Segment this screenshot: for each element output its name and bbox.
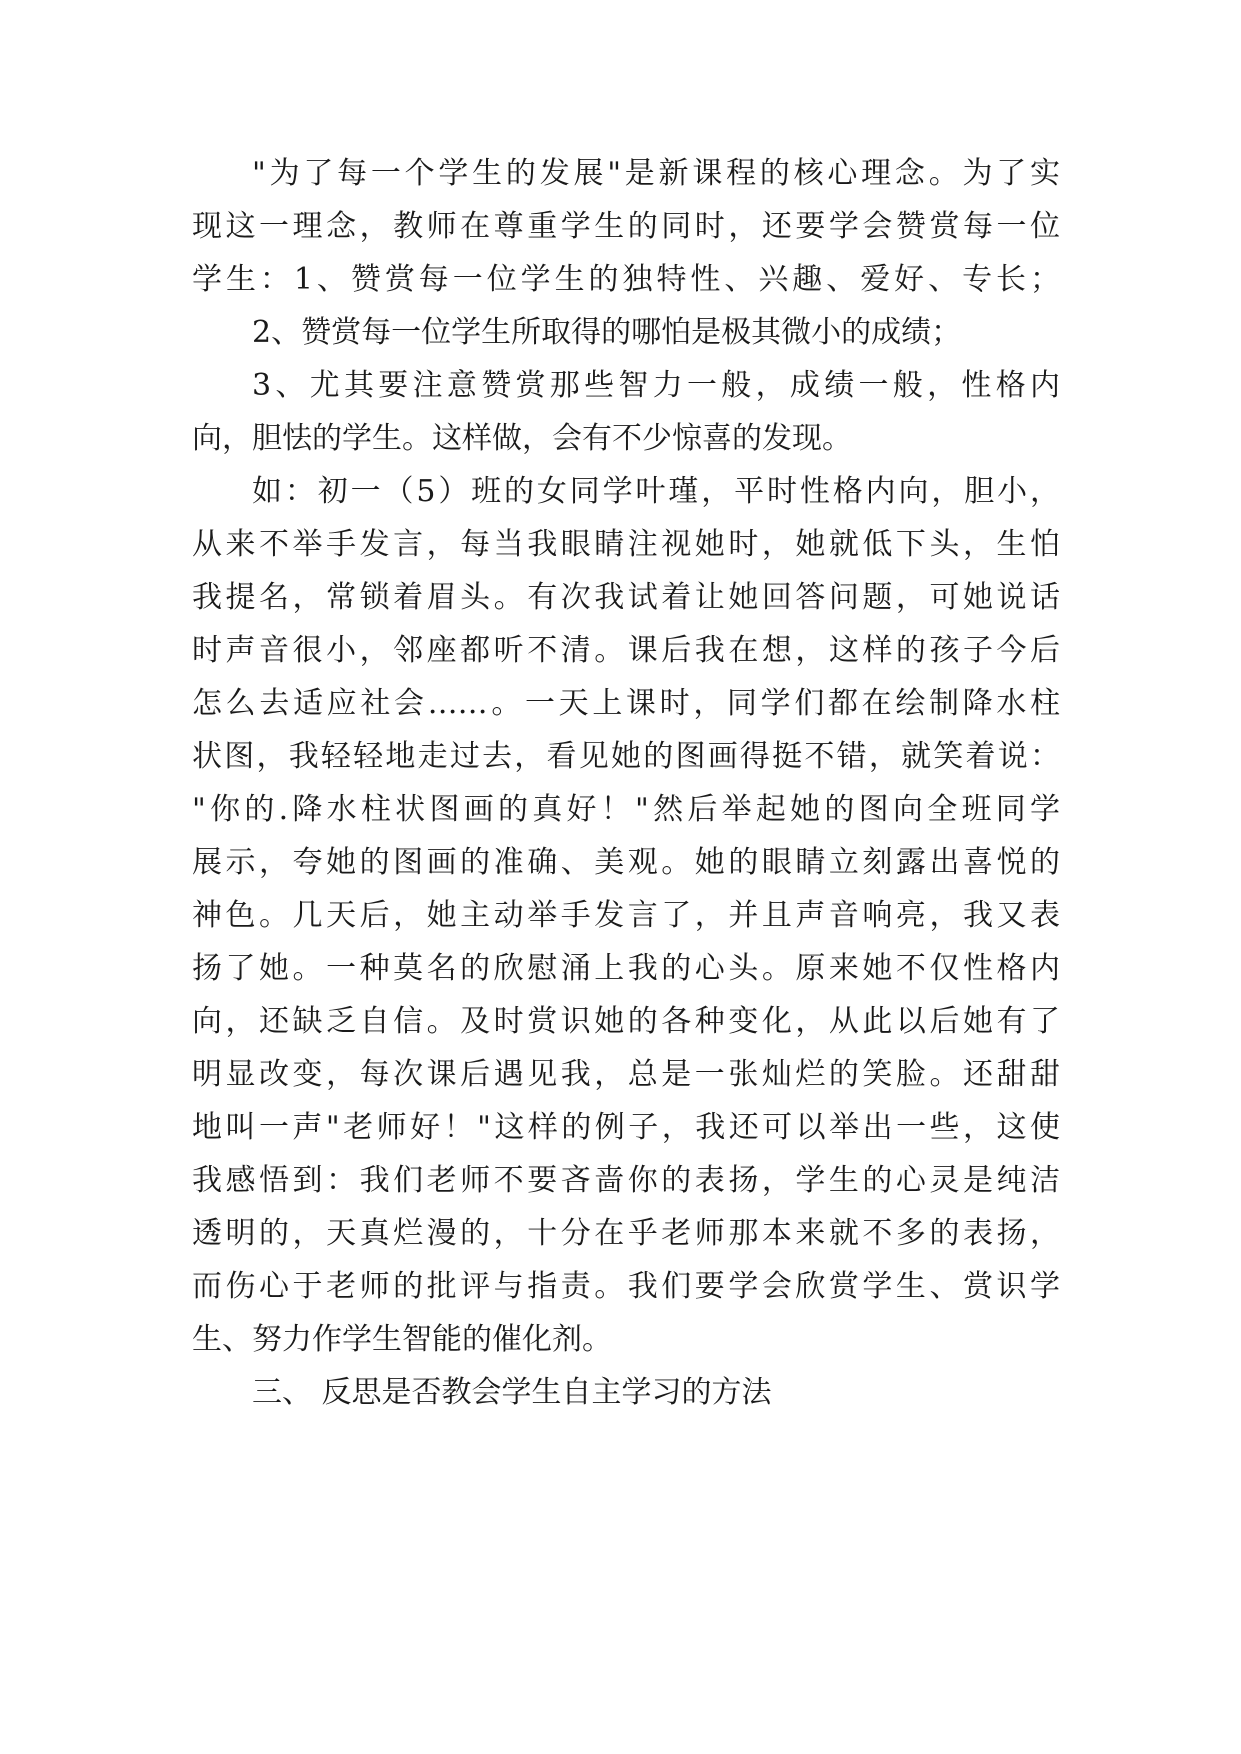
- paragraph-line: 从来不举手发言，每当我眼睛注视她时，她就低下头，生怕: [192, 527, 1060, 562]
- paragraph-line: 时声音很小，邻座都听不清。课后我在想，这样的孩子今后: [192, 633, 1060, 668]
- paragraph-line: 地叫一声"老师好！"这样的例子，我还可以举出一些，这使: [192, 1110, 1060, 1145]
- paragraph-line: 状图，我轻轻地走过去，看见她的图画得挺不错，就笑着说：: [192, 739, 1060, 774]
- paragraph-line: 3、尤其要注意赞赏那些智力一般，成绩一般，性格内: [252, 368, 1060, 403]
- paragraph-line: 神色。几天后，她主动举手发言了，并且声音响亮，我又表: [192, 898, 1060, 933]
- paragraph-line: 2、赞赏每一位学生所取得的哪怕是极其微小的成绩；: [252, 315, 962, 350]
- paragraph-line: 透明的，天真烂漫的，十分在乎老师那本来就不多的表扬，: [192, 1216, 1060, 1251]
- paragraph-line: 生、努力作学生智能的催化剂。: [192, 1322, 612, 1357]
- paragraph-line: 向，还缺乏自信。及时赏识她的各种变化，从此以后她有了: [192, 1004, 1060, 1039]
- paragraph-line: 我感悟到：我们老师不要吝啬你的表扬，学生的心灵是纯洁: [192, 1163, 1060, 1198]
- paragraph-line: 如：初一（5）班的女同学叶瑾，平时性格内向，胆小，: [252, 474, 1060, 509]
- paragraph-line: 学生：1、赞赏每一位学生的独特性、兴趣、爱好、专长；: [192, 262, 1060, 297]
- paragraph-line: 展示，夸她的图画的准确、美观。她的眼睛立刻露出喜悦的: [192, 845, 1060, 880]
- paragraph-line: "你的.降水柱状图画的真好！"然后举起她的图向全班同学: [192, 792, 1060, 827]
- paragraph-line: 而伤心于老师的批评与指责。我们要学会欣赏学生、赏识学: [192, 1269, 1060, 1304]
- paragraph-line: 现这一理念，教师在尊重学生的同时，还要学会赞赏每一位: [192, 209, 1060, 244]
- paragraph-line: 扬了她。一种莫名的欣慰涌上我的心头。原来她不仅性格内: [192, 951, 1060, 986]
- paragraph-line: 怎么去适应社会……。一天上课时，同学们都在绘制降水柱: [192, 686, 1060, 721]
- section-heading: 三、 反思是否教会学生自主学习的方法: [252, 1375, 772, 1410]
- paragraph-line: 向，胆怯的学生。这样做，会有不少惊喜的发现。: [192, 421, 852, 456]
- paragraph-line: 我提名，常锁着眉头。有次我试着让她回答问题，可她说话: [192, 580, 1060, 615]
- paragraph-line: "为了每一个学生的发展"是新课程的核心理念。为了实: [252, 156, 1060, 191]
- paragraph-line: 明显改变，每次课后遇见我，总是一张灿烂的笑脸。还甜甜: [192, 1057, 1060, 1092]
